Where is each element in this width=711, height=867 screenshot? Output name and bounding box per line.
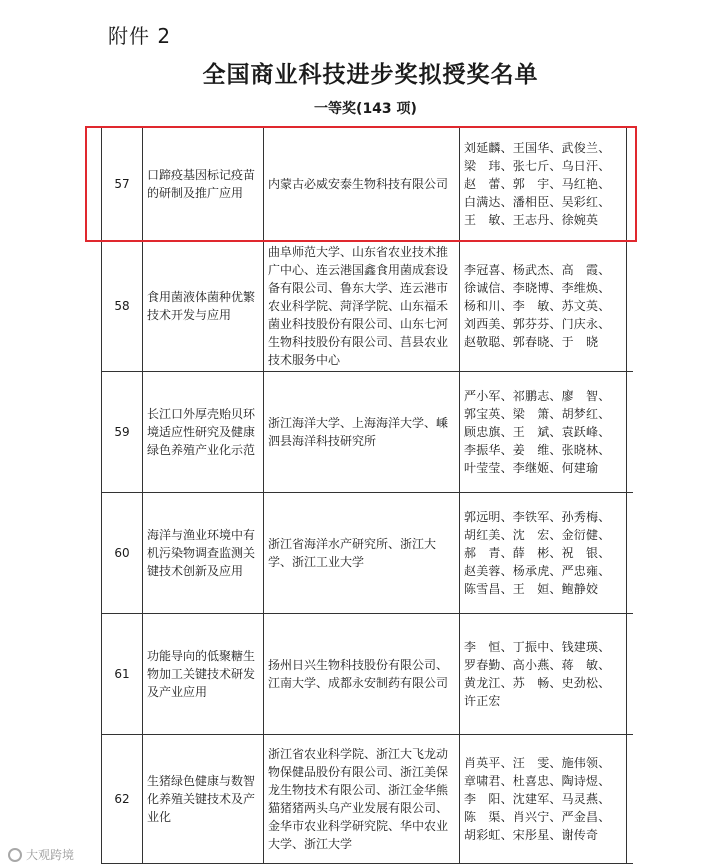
table-row bbox=[102, 614, 633, 735]
circle-logo-icon bbox=[8, 848, 22, 862]
people-line: 郝 青、薛 彬、祝 银、 bbox=[464, 546, 611, 560]
people-line: 赵 蕾、郭 宇、马红艳、 bbox=[464, 177, 611, 191]
people-line: 赵敬聪、郭春晓、于 晓 bbox=[464, 335, 599, 349]
document-title: 全国商业科技进步奖拟授奖名单 bbox=[202, 62, 539, 88]
row-number: 58 bbox=[102, 241, 143, 372]
row-number: 57 bbox=[102, 128, 143, 241]
project-name: 功能导向的低聚糖生物加工关键技术研发及产业应用 bbox=[143, 614, 264, 735]
award-level-subtitle: 一等奖(143 项) bbox=[314, 101, 417, 117]
project-name: 生猪绿色健康与数智化养殖关键技术及产业化 bbox=[143, 735, 264, 864]
people-line: 胡红美、沈 宏、金衍健、 bbox=[464, 528, 611, 542]
people-line: 叶莹莹、李继姬、何建瑜 bbox=[464, 461, 599, 475]
table-row bbox=[102, 241, 633, 372]
people-line: 杨和川、李 敏、苏文英、 bbox=[464, 299, 611, 313]
project-name: 食用菌液体菌种优繁技术开发与应用 bbox=[143, 241, 264, 372]
people-line: 胡彩虹、宋彤星、谢传奇 bbox=[464, 828, 599, 842]
people-line: 章啸君、杜喜忠、陶诗煜、 bbox=[464, 774, 611, 788]
completing-units: 扬州日兴生物科技股份有限公司、江南大学、成都永安制药有限公司 bbox=[264, 614, 460, 735]
people-line: 刘西美、郭芬芬、门庆永、 bbox=[464, 317, 611, 331]
people-line: 梁 玮、张七斤、乌日汗、 bbox=[464, 159, 611, 173]
table-row bbox=[102, 493, 633, 614]
completing-units: 曲阜师范大学、山东省农业技术推广中心、连云港国鑫食用菌成套设备有限公司、鲁东大学、连云港市农业科学院、菏泽学院、山东福禾菌业科技股份有限公司、山东七河生物科技股份有限公司、莒县农业技术服务中心 bbox=[264, 241, 460, 372]
completing-units: 浙江省海洋水产研究所、浙江大学、浙江工业大学 bbox=[264, 493, 460, 614]
people-line: 黄龙江、苏 畅、史劲松、 bbox=[464, 676, 611, 690]
people-line: 李 恒、丁振中、钱建瑛、 bbox=[464, 640, 611, 654]
people-line: 李 阳、沈建军、马灵燕、 bbox=[464, 792, 611, 806]
row-number: 60 bbox=[102, 493, 143, 614]
project-name: 口蹄疫基因标记疫苗的研制及推广应用 bbox=[143, 128, 264, 241]
people-line: 郭宝英、梁 箫、胡梦红、 bbox=[464, 407, 611, 421]
people-line: 王 敏、王志丹、徐婉英 bbox=[464, 213, 599, 227]
people-line: 陈 渠、肖兴宁、严金昌、 bbox=[464, 810, 611, 824]
row-number: 59 bbox=[102, 372, 143, 493]
people-line: 李振华、姜 维、张晓林、 bbox=[464, 443, 611, 457]
people-line: 罗春勤、高小燕、蒋 敏、 bbox=[464, 658, 611, 672]
people-line: 顾忠旗、王 斌、袁跃峰、 bbox=[464, 425, 611, 439]
people-line: 许正宏 bbox=[464, 694, 501, 708]
completing-units: 内蒙古必威安泰生物科技有限公司 bbox=[264, 128, 460, 241]
people-line: 严小军、祁鹏志、廖 智、 bbox=[464, 389, 611, 403]
attachment-label: 附件 2 bbox=[108, 24, 172, 48]
people-line: 刘延麟、王国华、武俊兰、 bbox=[464, 141, 611, 155]
completing-people bbox=[460, 493, 634, 614]
table-row bbox=[102, 372, 633, 493]
project-name: 海洋与渔业环境中有机污染物调查监测关键技术创新及应用 bbox=[143, 493, 264, 614]
completing-people bbox=[460, 372, 634, 493]
row-number: 62 bbox=[102, 735, 143, 864]
people-line: 赵美蓉、杨承虎、严忠雍、 bbox=[464, 564, 611, 578]
people-line: 郭远明、李铁军、孙秀梅、 bbox=[464, 510, 611, 524]
people-line: 徐诚信、李晓博、李维焕、 bbox=[464, 281, 611, 295]
completing-people bbox=[460, 735, 634, 864]
table-row bbox=[102, 735, 633, 864]
completing-people bbox=[460, 241, 634, 372]
row-number: 61 bbox=[102, 614, 143, 735]
completing-units: 浙江省农业科学院、浙江大飞龙动物保健品股份有限公司、浙江美保龙生物技术有限公司、浙江金华熊猫猪猪两头乌产业发展有限公司、金华市农业科学研究院、华中农业大学、浙江大学 bbox=[264, 735, 460, 864]
watermark bbox=[8, 846, 74, 863]
completing-people bbox=[460, 614, 634, 735]
watermark-text: 大观跨境 bbox=[26, 848, 75, 862]
people-line: 白满达、潘相臣、吴彩红、 bbox=[464, 195, 611, 209]
highlight-box bbox=[85, 126, 637, 242]
people-line: 李冠喜、杨武杰、高 霞、 bbox=[464, 263, 611, 277]
completing-units: 浙江海洋大学、上海海洋大学、嵊泗县海洋科技研究所 bbox=[264, 372, 460, 493]
people-line: 陈雪昌、王 姮、鲍静姣 bbox=[464, 582, 599, 596]
people-line: 肖英平、汪 雯、施伟领、 bbox=[464, 756, 611, 770]
project-name: 长江口外厚壳贻贝环境适应性研究及健康绿色养殖产业化示范 bbox=[143, 372, 264, 493]
